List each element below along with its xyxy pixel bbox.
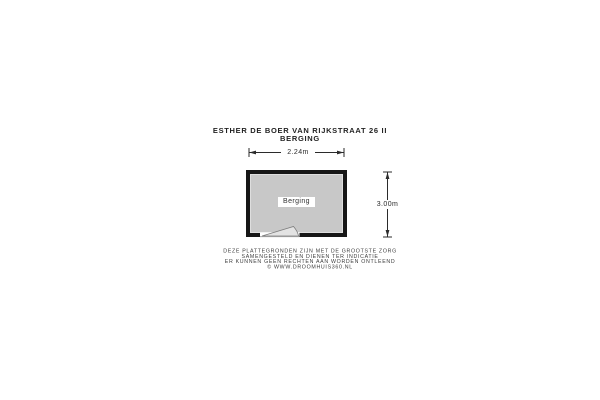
height-dimension-label: 3.00m bbox=[374, 200, 401, 209]
room-label: Berging bbox=[278, 197, 315, 207]
floor-subtitle: BERGING bbox=[280, 133, 320, 143]
disclaimer-line: DEZE PLATTEGRONDEN ZIJN MET DE GROOTSTE ZORG bbox=[223, 247, 397, 254]
disclaimer-line: © WWW.DROOMHUIS360.NL bbox=[267, 263, 353, 270]
disclaimer-line: ER KUNNEN GEEN RECHTEN AAN WORDEN ONTLEEND bbox=[224, 257, 396, 265]
page-title bbox=[0, 127, 600, 142]
disclaimer-text bbox=[10, 248, 600, 269]
disclaimer-line: SAMENGESTELD EN DIENEN TER INDICATIE bbox=[241, 252, 379, 259]
address-title: ESTHER DE BOER VAN RIJKSTRAAT 26 II bbox=[212, 126, 388, 135]
width-dimension-label: 2.24m bbox=[281, 148, 315, 157]
